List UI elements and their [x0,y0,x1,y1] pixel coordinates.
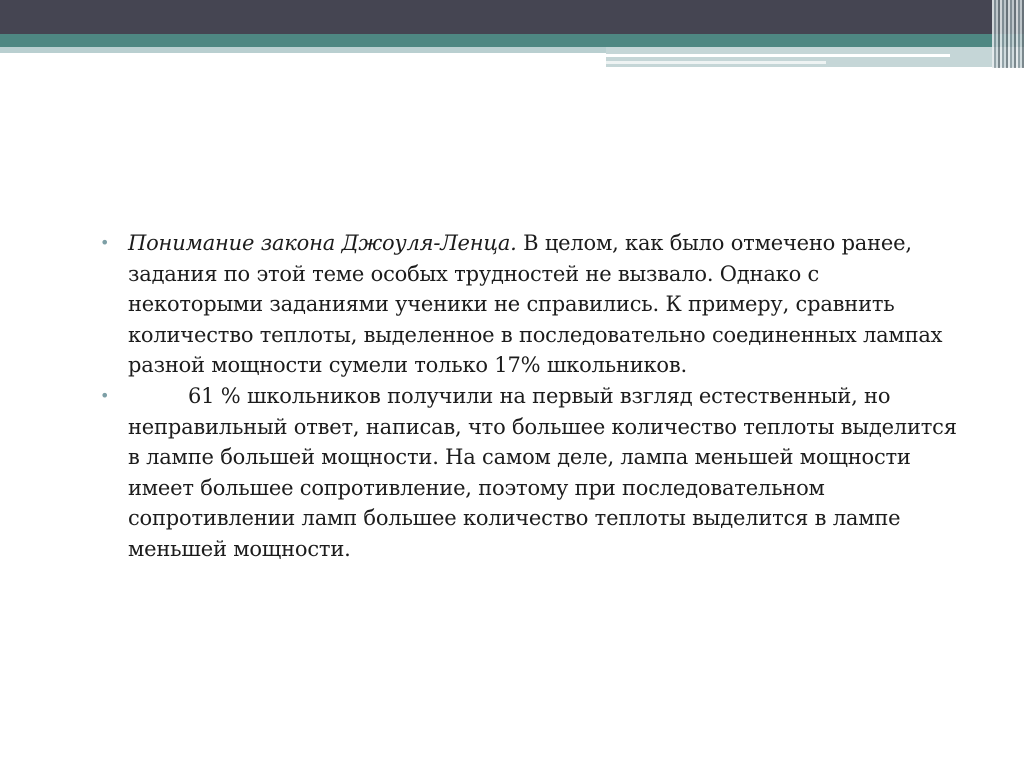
header-accent-line [606,54,950,57]
slide-body [100,228,960,565]
bullet-item [100,381,960,565]
bullet-item [100,228,960,381]
header-stripes-decoration [992,0,1024,68]
header-teal-band [0,34,1024,47]
header-dark-band [0,0,1024,34]
bullet-text: 61 % школьников получили на первый взгляд естественный, но неправильный ответ, написав, что большее количество теплоты выделится в лампе большей мощности. На самом деле, лампа меньшей мощности имеет большее сопротивление, поэтому при последовательном сопротивлении ламп большее количество теплоты выделится в лампе меньшей мощности. [128,383,957,561]
bullet-lead-italic: Понимание закона Джоуля-Ленца. [128,231,517,255]
header-right-bar [606,47,1024,67]
header-accent-line [606,61,826,64]
bullet-icon: • [100,385,110,405]
header-light-band [0,47,606,53]
bullet-icon: • [100,233,110,252]
bullet-text: В целом, как было отмечено ранее, задания по этой теме особых трудностей не вызвало. Однако с некоторыми заданиями ученики не справились. К примеру, сравнить количество теплоты, выделенное в последовательно соединенных лампах разной мощности сумели только 17% школьников. [128,231,943,378]
